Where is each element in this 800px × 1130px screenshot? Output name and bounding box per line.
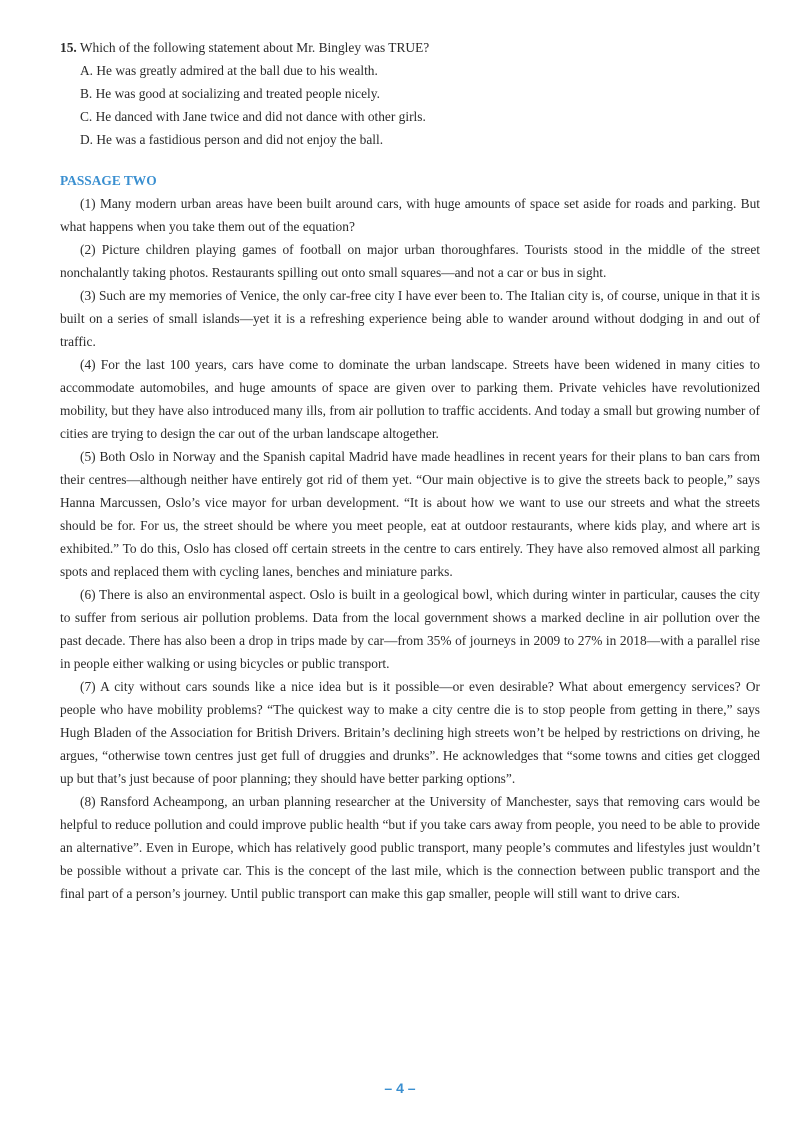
option-c: C. He danced with Jane twice and did not dance with other girls. [80,109,426,124]
paragraph-4: (4) For the last 100 years, cars have come to dominate the urban landscape. Streets have been widened in many cities to accommodate automobiles, and huge amounts of space are given over to parking them. Private vehicles have revolutionized mobility, but they have also introduced many ills, from air pollution to traffic accidents. And today a small but growing number of cities are trying to design the car out of the urban landscape altogether. [60,357,760,441]
page-number: – 4 – [384,1080,416,1096]
passage-heading: PASSAGE TWO [60,173,157,188]
question-number: 15. [60,40,77,55]
paragraph-2: (2) Picture children playing games of football on major urban thoroughfares. Tourists stood in the middle of the street nonchalantly taking photos. Restaurants spilling out onto small squares—and not a car or bus in sight. [60,242,760,280]
paragraph-6: (6) There is also an environmental aspect. Oslo is built in a geological bowl, which during winter in particular, causes the city to suffer from serious air pollution problems. Data from the local government shows a marked decline in air pollution over the past decade. There has also been a drop in trips made by car—from 35% of journeys in 2009 to 27% in 2018—with a parallel rise in people either walking or using bicycles or public transport. [60,587,760,671]
answer-options [80,59,760,151]
paragraph-7: (7) A city without cars sounds like a nice idea but is it possible—or even desirable? What about emergency services? Or people who have mobility problems? “The quickest way to make a city centre die is to stop people from getting in there,” says Hugh Bladen of the Association for British Drivers. Britain’s declining high streets won’t be helped by restrictions on driving, he argues, “otherwise town centres just get full of druggies and drunks”. He acknowledges that “some towns and cities get clogged up but that’s just because of poor planning; they should have better parking options”. [60,679,760,786]
paragraph-5: (5) Both Oslo in Norway and the Spanish capital Madrid have made headlines in recent years for their plans to ban cars from their centres—although neither have entirely got rid of them yet. “Our main objective is to give the streets back to people,” says Hanna Marcussen, Oslo’s vice mayor for urban development. “It is about how we want to use our streets and what the streets should be for. For us, the street should be where you meet people, eat at outdoor restaurants, where kids play, and where art is exhibited.” To do this, Oslo has closed off certain streets in the centre to cars entirely. They have also removed almost all parking spots and replaced them with cycling lanes, benches and miniature parks. [60,449,760,579]
option-b: B. He was good at socializing and treated people nicely. [80,86,380,101]
paragraph-3: (3) Such are my memories of Venice, the only car-free city I have ever been to. The Italian city is, of course, unique in that it is built on a series of small islands—yet it is a refreshing experience being able to wander around without dodging in and out of traffic. [60,288,760,349]
option-d: D. He was a fastidious person and did not enjoy the ball. [80,132,384,147]
paragraph-8: (8) Ransford Acheampong, an urban planning researcher at the University of Manchester, says that removing cars would be helpful to reduce pollution and could improve public health “but if you take cars away from people, you need to be able to provide an alternative”. Even in Europe, which has relatively good public transport, many people’s commutes and lifestyles just wouldn’t be possible without a private car. This is the concept of the last mile, which is the connection between public transport and the final part of a person’s journey. Until public transport can make this gap smaller, people will still want to drive cars. [60,794,760,901]
page-content [60,36,760,905]
option-a: A. He was greatly admired at the ball due to his wealth. [80,63,378,78]
question-text: Which of the following statement about Mr. Bingley was TRUE? [79,40,430,55]
question-15 [60,36,760,59]
paragraph-1: (1) Many modern urban areas have been built around cars, with huge amounts of space set aside for roads and parking. But what happens when you take them out of the equation? [60,196,760,234]
